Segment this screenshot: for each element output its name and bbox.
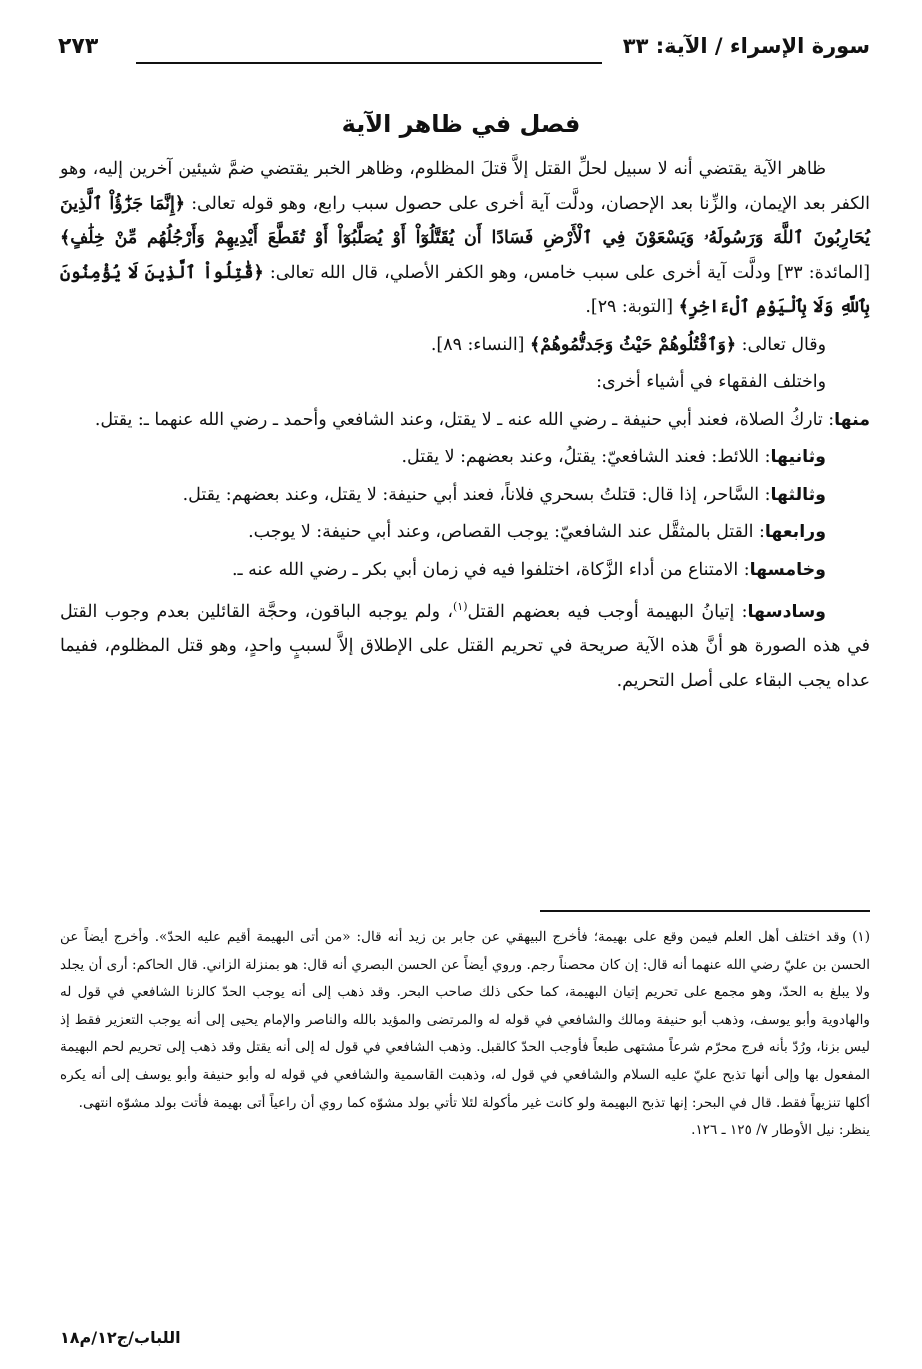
quran-quote: ﴿قَٰتِلُواْ ٱلَّذِينَ لَا يُؤْمِنُونَ بِٱللَّهِ وَلَا بِٱلْيَوْمِ ٱلْءَاخِرِ﴾: [60, 262, 870, 317]
list-item-2: [60, 440, 870, 475]
footnote-source: ينظر: نيل الأوطار ٧/ ١٢٥ ـ ١٢٦.: [691, 1122, 870, 1139]
quran-quote: ﴿إِنَّمَا جَزَٰٓؤُاْ ٱلَّذِينَ يُحَارِبُونَ ٱللَّهَ وَرَسُولَهُۥ وَيَسْعَوْنَ فِي ٱلْأَرْضِ فَسَادًا أَن يُقَتَّلُوٓاْ أَوْ يُصَلَّبُوٓاْ أَوْ تُقَطَّعَ أَيْدِيهِمْ وَأَرْجُلُهُم مِّنْ خِلَٰفٍ﴾: [60, 193, 870, 248]
header-title: سورة الإسراء / الآية: ٣٣: [622, 34, 870, 58]
text-run: [النساء: ٨٩].: [430, 334, 530, 355]
text-run: وقال تعالى:: [736, 334, 826, 355]
section-title: فصل في ظاهر الآية: [341, 110, 581, 138]
item-text: : القتل بالمثقَّل عند الشافعيّ: يوجب القصاص، وعند أبي حنيفة: لا يوجب.: [248, 522, 765, 542]
item-text: : السَّاحر، إذا قال: قتلتُ بسحري فلاناً، فعند أبي حنيفة: لا يقتل، وعند بعضهم: يقتل.: [182, 484, 771, 505]
item-lead: وثالثها: [770, 484, 826, 505]
item-lead: وسادسها: [747, 601, 826, 622]
item-text: ، ولم يوجبه الباقون، وحجَّة القائلين بعدم وجوب القتل في هذه الصورة هو أنَّ هذه الآية صريحة في تحريم القتل على الإطلاق إلاَّ لسببٍ واحدٍ، وهو قتل المظلوم، ففيما عداه يجب البقاء على أصل التحريم.: [60, 601, 870, 691]
list-item-1: [60, 403, 870, 438]
footnote: [60, 924, 870, 1145]
paragraph-jurists-intro: واختلف الفقهاء في أشياء أخرى:: [596, 372, 826, 392]
text-run: [التوبة: ٢٩].: [585, 297, 679, 317]
footnote-separator: [540, 910, 870, 912]
footnote-text: (١) وقد اختلف أهل العلم فيمن وقع على بهيمة؛ فأخرج البيهقي عن جابر بن زيد أنه قال: «من أتى البهيمة أقيم عليه الحدّ». وأخرج أيضاً عن الحسن بن عليّ رضي الله عنهما أنه قال: إن كان محصناً رجم. وروي أيضاً عن الحسن البصري أنه قال: هو بمنزلة الزاني. قال الحاكم: أرى أن يجلد ولا يبلغ به الحدّ، وهو مجمع على تحريم إتيان البهيمة، كما حكى ذلك صاحب البحر. وقد ذهب إلى أنه يوجب الحدّ كالزنا الشافعي في قول له والهادوية وأبو يوسف، وذهب أبو حنيفة ومالك والشافعي في قوله له والمرتضى والمؤيد بالله والناصر والإمام يحيى إلى أنه يوجب التعزير فقط إذ ليس بزنا، ورُدّ بأنه فرج محرّم شرعاً مشتهى طبعاً فأوجب الحدّ كالقبل. وذهب الشافعي في قول له إلى أنه يقتل وقد ذهب إلى تحريم لحم البهيمة المفعول بها وإلى أنها تذبح عليّ عليه السلام والشافعي في قول له، وذهبت القاسمية والشافعي في قوله له وأبو حنيفة وأبو يوسف إلى أنه يكره أكلها تنزيهاً فقط. قال في البحر: إنها تذبح البهيمة ولو كانت غير مأكولة لئلا تأتي بولد مشوّه كما روي أن راعياً أتى بهيمة فأتت بولد مشوّه انتهى.: [60, 929, 870, 1111]
list-item-4: [60, 515, 870, 550]
page-signature: اللباب/ج١٢/م١٨: [60, 1328, 181, 1347]
footnote-ref[interactable]: (١): [452, 600, 468, 613]
item-lead: ورابعها: [764, 522, 826, 542]
item-lead: منها: [834, 409, 870, 430]
item-text: : تاركُ الصلاة، فعند أبي حنيفة ـ رضي الله عنه ـ لا يقتل، وعند الشافعي وأحمد ـ رضي الله عنهما ـ: يقتل.: [94, 409, 835, 430]
list-item-6: [60, 590, 870, 698]
text-run: ظاهر الآية يقتضي أنه لا سبيل لحلِّ القتل إلاَّ قتلَ المظلوم، وظاهر الخبر يقتضي ضمَّ شيئين آخرين إليه، وهو الكفر بعد الإيمان، والزِّنا بعد الإحصان، ودلَّت آية أخرى على حصول سبب رابع، وهو قوله تعالى:: [60, 159, 870, 214]
item-text: : اللائط: فعند الشافعيّ: يقتلُ، وعند بعضهم: لا يقتل.: [401, 447, 771, 467]
list-item-5: [60, 553, 870, 588]
quran-quote: ﴿وَٱقْتُلُوهُمْ حَيْثُ وَجَدتُّمُوهُمْ﴾: [530, 334, 737, 355]
page-number: ٢٧٣: [58, 34, 99, 59]
main-text: [60, 152, 870, 698]
paragraph-second-verse: [60, 328, 870, 363]
item-text: : الامتناع من أداء الزَّكاة، اختلفوا فيه في زمان أبي بكر ـ رضي الله عنه ـ.: [232, 559, 750, 580]
item-lead: وثانيها: [770, 447, 826, 467]
text-run: [المائدة: ٣٣] ودلَّت آية أخرى على سبب خامس، وهو الكفر الأصلي، قال الله تعالى:: [263, 262, 870, 283]
paragraph-verse-discussion: [60, 152, 870, 325]
item-text: : إتيانُ البهيمة أوجب فيه بعضهم القتل: [467, 601, 748, 622]
item-lead: وخامسها: [749, 559, 826, 580]
running-header: [58, 26, 870, 66]
list-item-3: [60, 478, 870, 513]
header-rule: [136, 62, 602, 64]
